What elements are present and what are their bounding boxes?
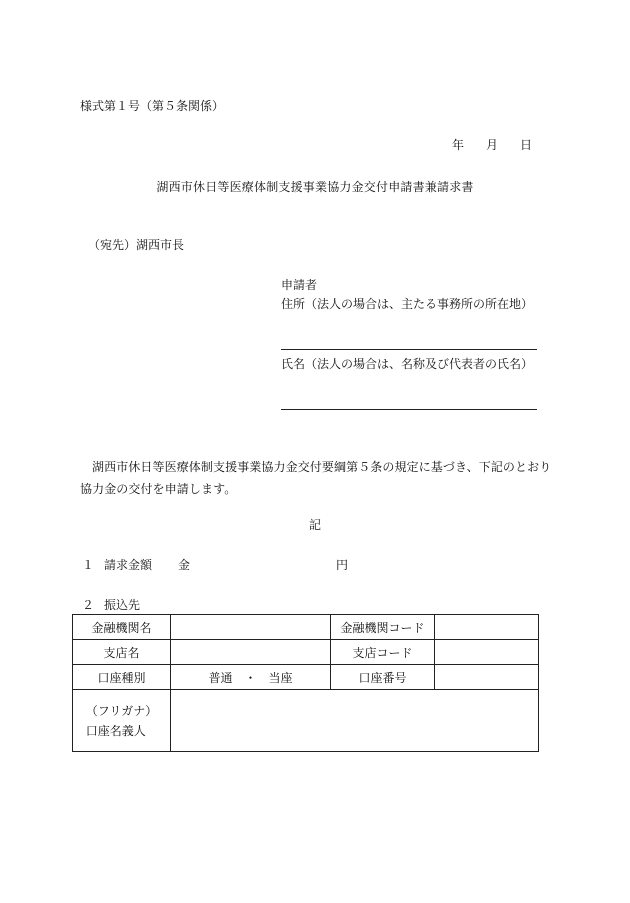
item1-number: １	[82, 558, 95, 572]
item2-number: ２	[82, 598, 95, 612]
account-type-label: 口座種別	[73, 665, 171, 690]
addressee: （宛先）湖西市長	[88, 238, 185, 252]
applicant-label: 申請者	[281, 278, 318, 292]
item2-label: 振込先	[104, 598, 141, 612]
form-number: 様式第１号（第５条関係）	[80, 99, 225, 113]
account-number-cell[interactable]	[435, 665, 539, 690]
table-row	[73, 665, 539, 690]
account-holder-text: 口座名義人	[85, 723, 146, 738]
branch-code-cell[interactable]	[435, 640, 539, 665]
bank-transfer-table	[72, 614, 539, 752]
address-input-line[interactable]	[281, 349, 537, 350]
account-holder-label	[86, 701, 157, 741]
body-paragraph: 湖西市休日等医療体制支援事業協力金交付要綱第５条の規定に基づき、下記のとおり協力金の交付を申請します。	[80, 460, 552, 496]
date-month: 月	[486, 138, 499, 152]
table-row	[73, 640, 539, 665]
date-line	[452, 138, 532, 152]
ki-heading: 記	[308, 518, 321, 532]
branch-name-label: 支店名	[73, 640, 171, 665]
account-type-options[interactable]: 普通 ・ 当座	[171, 665, 331, 690]
branch-name-cell[interactable]	[171, 640, 331, 665]
bank-code-label: 金融機関コード	[331, 615, 435, 640]
bank-name-label: 金融機関名	[73, 615, 171, 640]
document-title: 湖西市休日等医療体制支援事業協力金交付申請書兼請求書	[156, 180, 474, 194]
name-label: 氏名（法人の場合は、名称及び代表者の氏名）	[281, 357, 534, 371]
name-input-line[interactable]	[281, 409, 537, 410]
bank-code-cell[interactable]	[435, 615, 539, 640]
account-number-label: 口座番号	[331, 665, 435, 690]
bank-name-cell[interactable]	[171, 615, 331, 640]
address-label: 住所（法人の場合は、主たる事務所の所在地）	[281, 297, 534, 311]
date-day: 日	[520, 138, 533, 152]
furigana-label: （フリガナ）	[85, 703, 158, 718]
item1-kin: 金	[178, 558, 191, 572]
item1-label: 請求金額	[104, 558, 153, 572]
account-holder-cell[interactable]	[171, 690, 539, 752]
table-row	[73, 690, 539, 752]
account-holder-label-cell	[73, 690, 171, 752]
item1-yen: 円	[336, 558, 349, 572]
date-year: 年	[452, 138, 465, 152]
table-row	[73, 615, 539, 640]
branch-code-label: 支店コード	[331, 640, 435, 665]
